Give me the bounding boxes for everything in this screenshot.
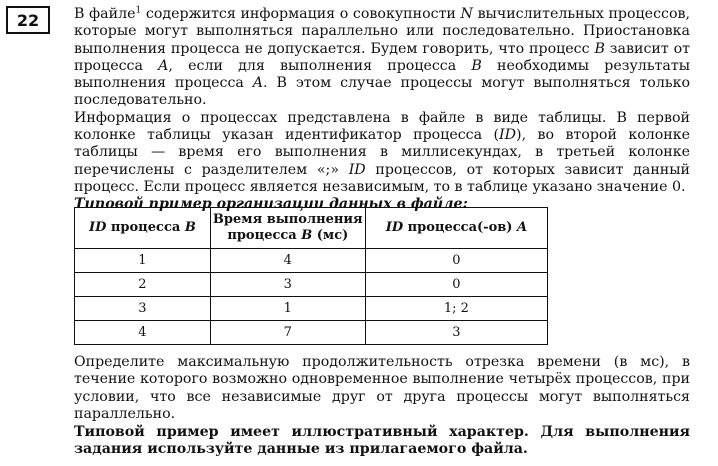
cell-id: 1 xyxy=(75,249,211,273)
intro-text: содержится информация о совокупности xyxy=(141,6,461,22)
header-id: ID xyxy=(89,220,107,235)
var-a: A xyxy=(252,75,264,92)
intro-text: . В этом случае процессы могут выполняться только последовательно. xyxy=(74,75,690,109)
cell-deps: 1; 2 xyxy=(365,297,547,321)
id-label: ID xyxy=(348,161,366,178)
info-text: Информация о процессах представлена в файле в виде таблицы. В первой колонке таблицы указан идентификатор процесса ( xyxy=(74,109,690,144)
cell-time: 3 xyxy=(210,273,365,297)
info-paragraph xyxy=(74,110,690,196)
cell-id: 3 xyxy=(75,297,211,321)
table-header-row xyxy=(75,208,548,249)
table-row xyxy=(75,297,548,321)
cell-id: 2 xyxy=(75,273,211,297)
cell-time: 7 xyxy=(210,321,365,345)
var-b: B xyxy=(471,57,482,74)
header-var: A xyxy=(516,220,528,235)
footnote-mark: 1 xyxy=(135,5,142,16)
var-a: A xyxy=(158,57,169,74)
header-var: B xyxy=(301,228,313,243)
task-number-box xyxy=(6,6,50,34)
cell-time: 1 xyxy=(210,297,365,321)
header-time xyxy=(210,208,365,249)
intro-text: вычислительных процессов, которые могут выполняться параллельно или последовательно. Приостановка выполнения процесса не допускается. Будем говорить, что процесс xyxy=(74,6,690,57)
cell-time: 4 xyxy=(210,249,365,273)
header-text: (мс) xyxy=(312,228,349,243)
intro-text: необходимы результаты выполнения процесса xyxy=(74,57,690,92)
var-b: B xyxy=(594,40,605,57)
header-var: B xyxy=(184,220,196,235)
info-text: ), во второй колонке таблицы — время его выполнения в миллисекундах, в третьей колонке перечислены с разделителем «;» xyxy=(74,127,691,178)
header-id-b xyxy=(75,208,211,249)
info-text: процессов, от которых зависит данный процесс. Если процесс является независимым, то в таблице указано значение 0. xyxy=(74,161,690,195)
cell-deps: 0 xyxy=(365,273,547,297)
header-text: Время выполнения xyxy=(212,212,363,227)
cell-deps: 3 xyxy=(365,321,547,345)
cell-deps: 0 xyxy=(365,249,547,273)
table-caption: Типовой пример организации данных в файле: xyxy=(74,196,468,213)
task-text xyxy=(74,6,690,214)
id-label: ID xyxy=(499,127,517,144)
header-text: процесса(-ов) xyxy=(403,220,517,235)
intro-text: , если для выполнения процесса xyxy=(168,57,472,74)
question-text: Определите максимальную продолжительность отрезка времени (в мс), в течение которого возможно одновременное выполнение четырёх процессов, при условии, что все независимые друг от друга процессы могут выполняться параллельно. xyxy=(74,354,690,422)
var-n: N xyxy=(460,6,473,22)
header-text: процесса xyxy=(227,228,302,243)
intro-paragraph xyxy=(74,6,690,110)
table-row xyxy=(75,273,548,297)
note-text: Типовой пример имеет иллюстративный характер. Для выполнения задания используйте данные из прилагаемого файла. xyxy=(74,424,690,458)
table-row xyxy=(75,321,548,345)
process-table xyxy=(74,207,548,345)
intro-text: зависит от процесса xyxy=(74,40,690,74)
header-text: процесса xyxy=(106,220,185,235)
header-id: ID xyxy=(385,220,404,235)
header-id-a xyxy=(365,208,547,249)
task-number: 22 xyxy=(16,10,40,30)
table-row xyxy=(75,249,548,273)
cell-id: 4 xyxy=(75,321,211,345)
intro-text: В файле xyxy=(74,6,136,22)
